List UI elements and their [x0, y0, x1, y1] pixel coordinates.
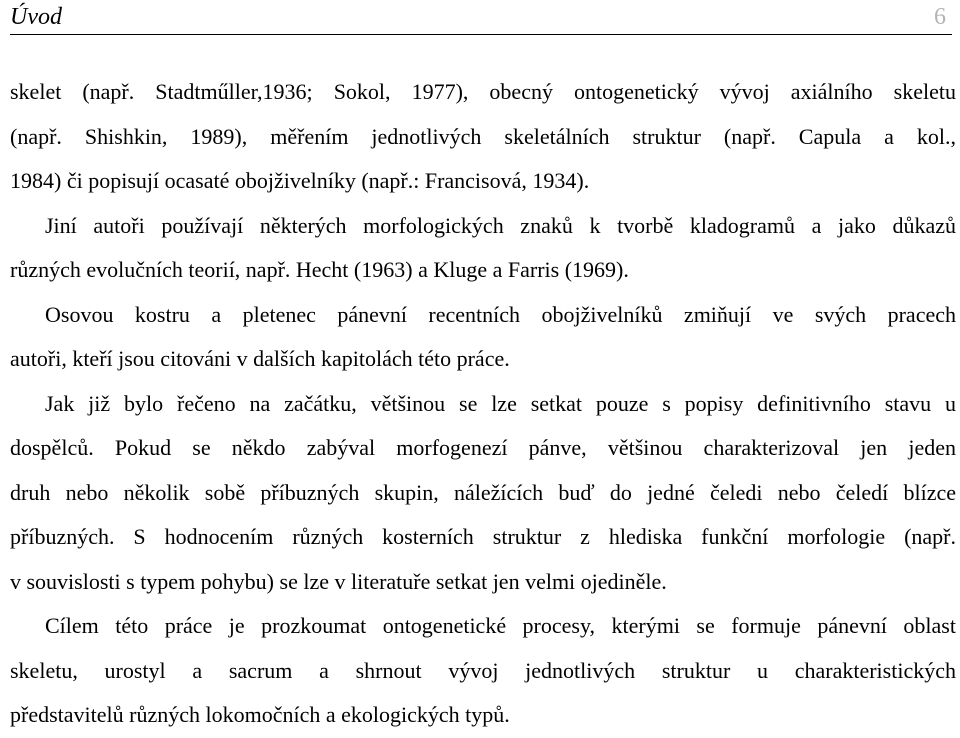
chapter-title: Úvod — [10, 4, 62, 30]
text-line: představitelů různých lokomočních a ekologických typů. — [10, 702, 510, 727]
text-line: dospělců. Pokud se někdo zabýval morfogenezí pánve, většinou charakterizoval jen jeden — [10, 435, 956, 460]
text-line: (např. Shishkin, 1989), měřením jednotlivých skeletálních struktur (např. Capula a kol., — [10, 123, 956, 149]
text-line: druh nebo několik sobě příbuzných skupin, náležících buď do jedné čeledi nebo čeledí blízce — [10, 479, 956, 505]
text-line: Jak již bylo řečeno na začátku, většinou se lze setkat pouze s popisy definitivního stavu u — [45, 390, 956, 416]
paragraph-5 — [10, 604, 956, 738]
page-number: 6 — [934, 4, 946, 30]
paragraph-2 — [10, 204, 956, 293]
body-text — [10, 70, 956, 738]
text-line: příbuzných. S hodnocením různých kosterních struktur z hlediska funkční morfologie (např. — [10, 524, 956, 549]
text-line: různých evolučních teorií, např. Hecht (1963) a Kluge a Farris (1969). — [10, 257, 629, 282]
text-line: Cílem této práce je prozkoumat ontogenetické procesy, kterými se formuje pánevní oblast — [45, 613, 956, 638]
page-header — [10, 0, 952, 35]
paragraph-4 — [10, 382, 956, 605]
paragraph-3 — [10, 293, 956, 382]
paragraph-1 — [10, 70, 956, 204]
text-line: skeletu, urostyl a sacrum a shrnout vývoj jednotlivých struktur u charakteristických — [10, 657, 956, 683]
text-line: skelet (např. Stadtműller,1936; Sokol, 1977), obecný ontogenetický vývoj axiálního skeletu — [10, 79, 956, 104]
text-line: v souvislosti s typem pohybu) se lze v literatuře setkat jen velmi ojediněle. — [10, 568, 667, 594]
text-line: 1984) či popisují ocasaté obojživelníky (např.: Francisová, 1934). — [10, 168, 590, 193]
text-line: Osovou kostru a pletenec pánevní recentních obojživelníků zmiňují ve svých pracech — [45, 301, 956, 327]
text-line: Jiní autoři používají některých morfologických znaků k tvorbě kladogramů a jako důkazů — [45, 212, 956, 238]
text-line: autoři, kteří jsou citováni v dalších kapitolách této práce. — [10, 346, 510, 371]
